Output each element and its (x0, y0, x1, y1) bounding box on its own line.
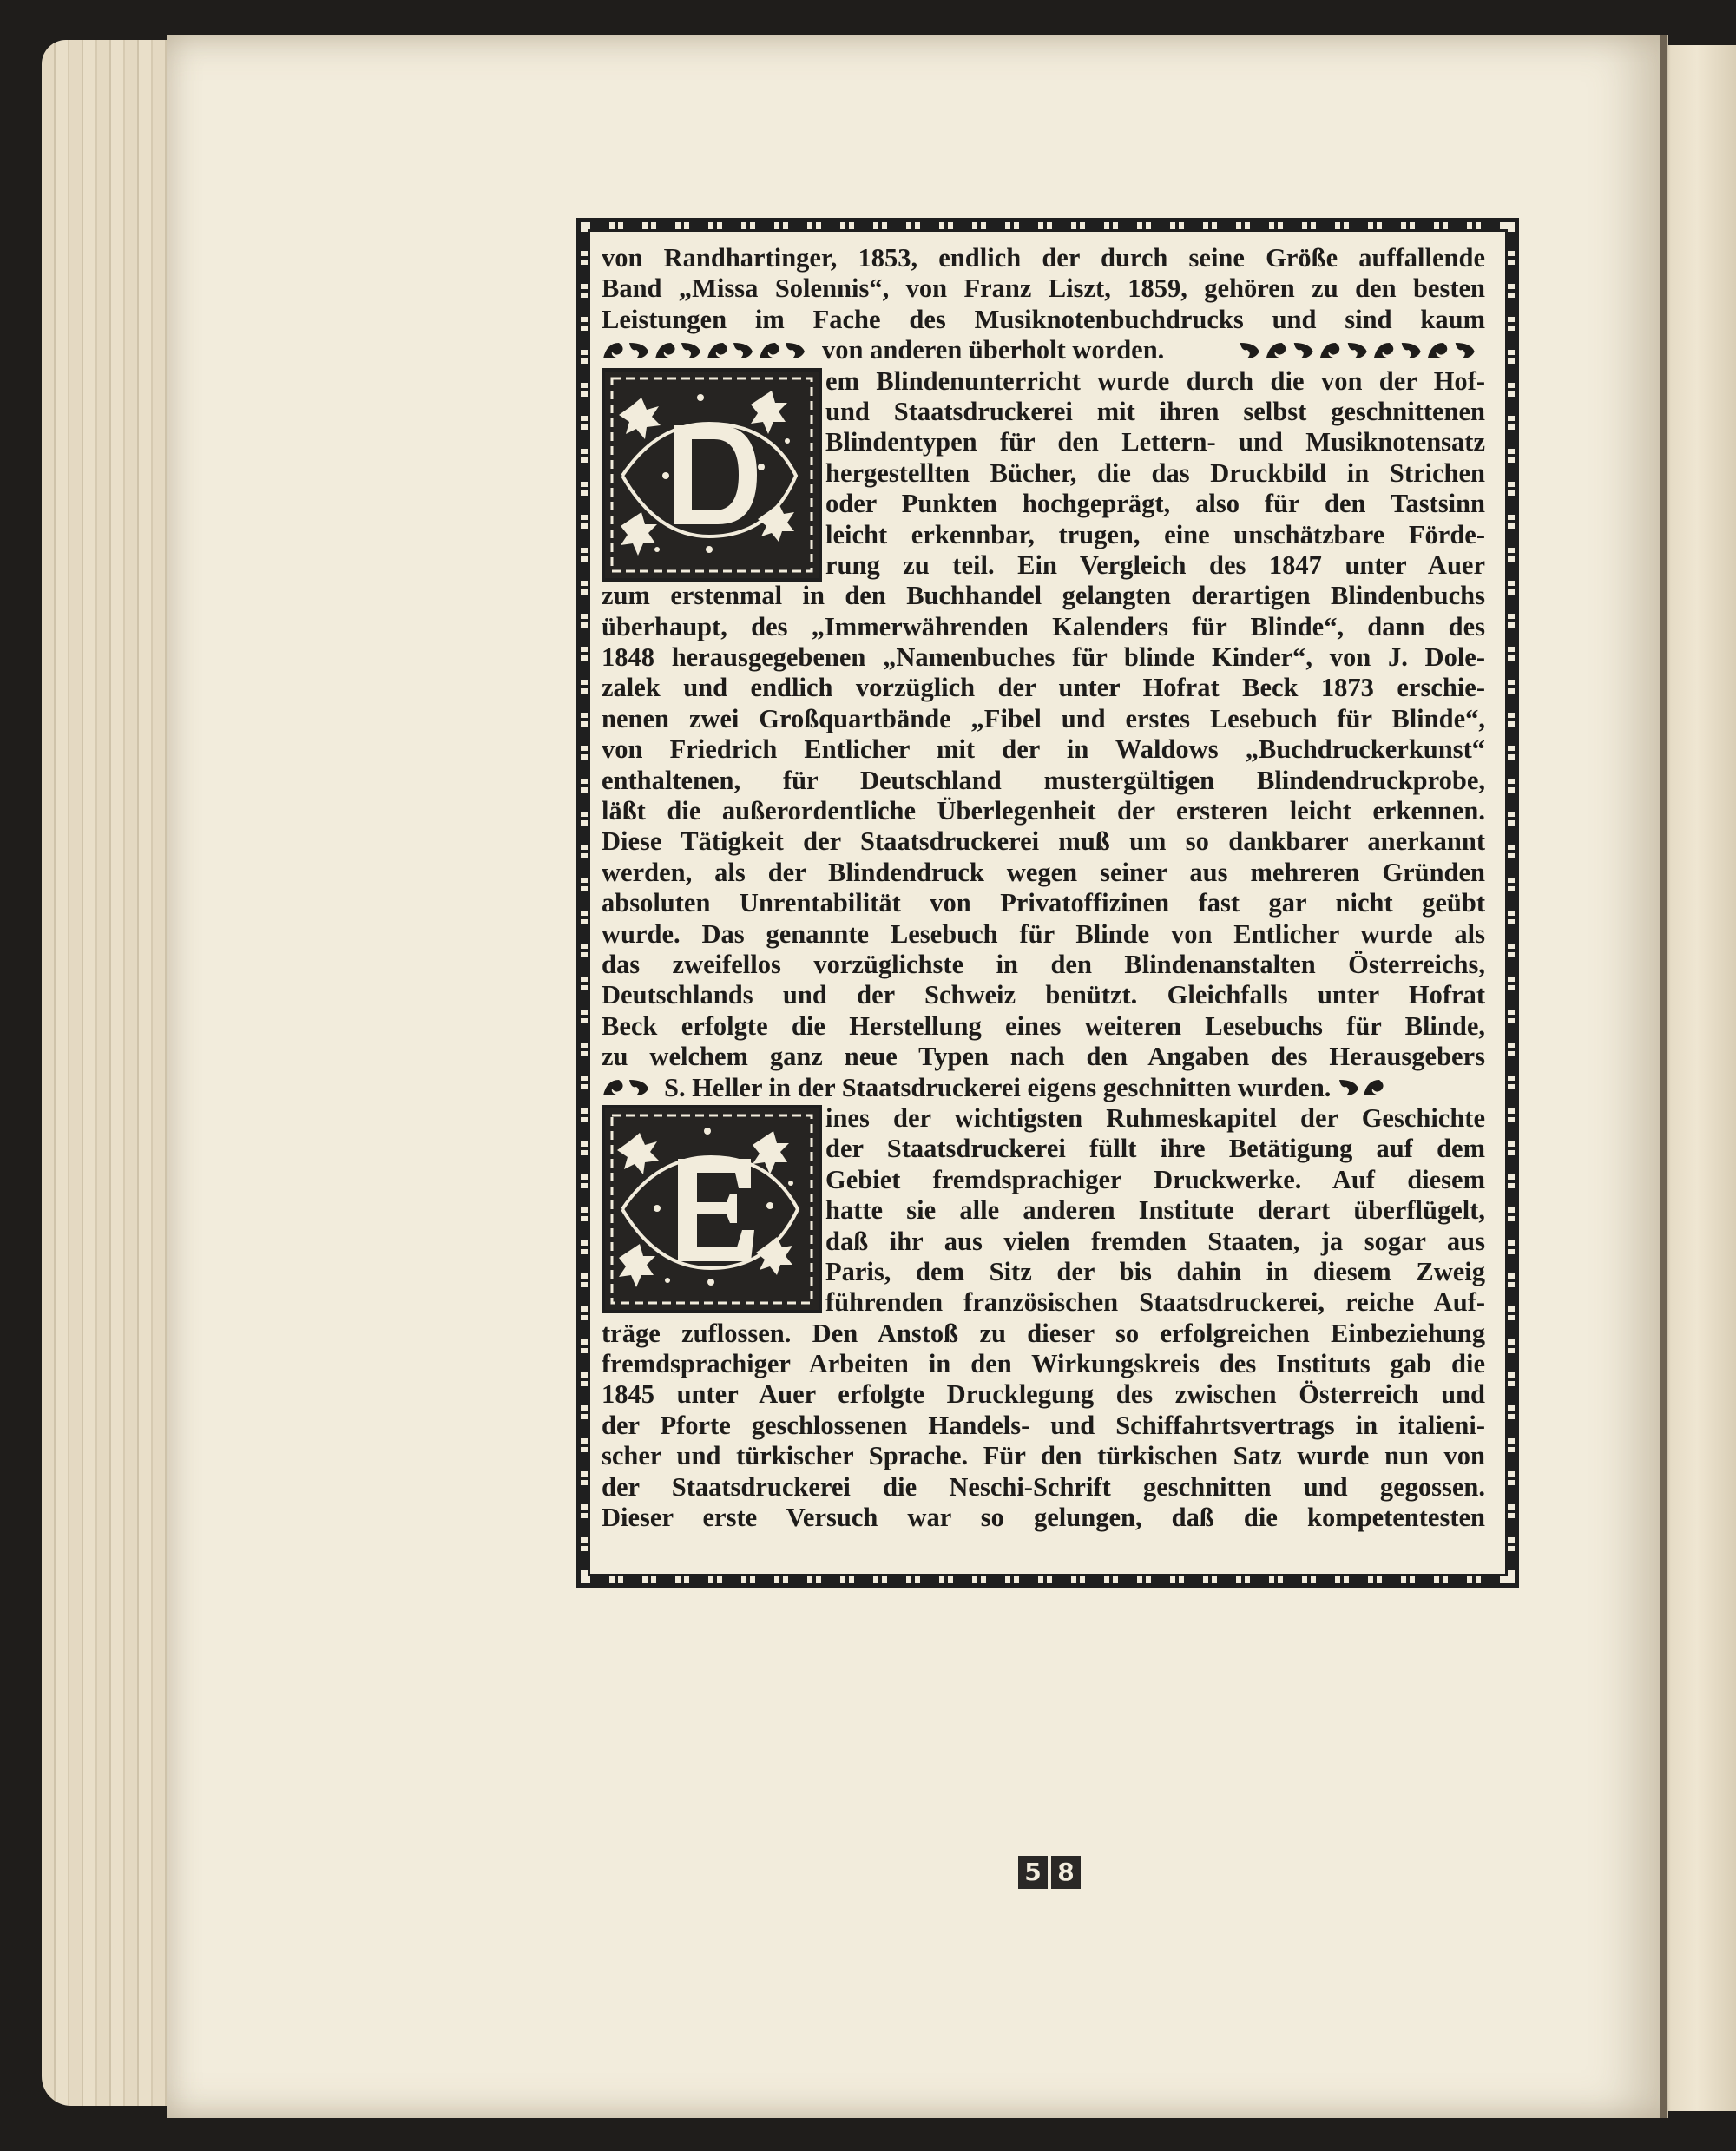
text-line: zu welchem ganz neue Typen nach den Angaben des Herausgebers (602, 1042, 1485, 1072)
text-line: rung zu teil. Ein Vergleich des 1847 unter Auer (825, 549, 1485, 580)
vine-ornament-icon (605, 1108, 819, 1310)
text-line: zum erstenmal in den Buchhandel gelangten derartigen Blindenbuchs (602, 581, 1485, 611)
text-line: zalek und endlich vorzüglich der unter Hofrat Beck 1873 erschie- (602, 673, 1485, 703)
text-line: träge zuflossen. Den Anstoß zu dieser so erfolgreichen Einbeziehung (602, 1318, 1485, 1348)
text-line: daß ihr aus vielen fremden Staaten, ja sogar aus (825, 1226, 1485, 1256)
text-line: führenden französischen Staatsdruckerei, reiche Auf- (825, 1287, 1485, 1318)
text-line: von Friedrich Entlicher mit der in Waldows „Buchdruckerkunst“ (602, 734, 1485, 765)
text-line: werden, als der Blindendruck wegen seiner aus mehreren Gründen (602, 857, 1485, 887)
text-line: Beck erfolgte die Herstellung eines weiteren Lesebuchs für Blinde, (602, 1010, 1485, 1041)
text-line: der Staatsdruckerei füllt ihre Betätigung auf dem (825, 1134, 1485, 1164)
paragraph-with-initial-d (602, 366, 1485, 582)
text-line: läßt die außerordentliche Überlegenheit der ersteren leicht erkennen. (602, 796, 1485, 826)
text-line: hatte sie alle anderen Institute derart überflügelt, (825, 1195, 1485, 1226)
text-line: Paris, dem Sitz der bis dahin in diesem Zweig (825, 1256, 1485, 1286)
book-gutter (1660, 35, 1667, 2118)
text-line: leicht erkennbar, trugen, eine unschätzbare Förde- (825, 519, 1485, 549)
page-number-digit: 5 (1018, 1856, 1048, 1889)
text-line: Diese Tätigkeit der Staatsdruckerei muß um so dankbarer anerkannt (602, 826, 1485, 857)
text-line: Gebiet fremdsprachiger Druckwerke. Auf diesem (825, 1164, 1485, 1194)
text-line: überhaupt, des „Immerwährenden Kalenders für Blinde“, dann des (602, 611, 1485, 641)
leaf-ornament-icon (602, 1076, 654, 1099)
page-edges-right (1662, 45, 1736, 2111)
text-line: hergestellten Bücher, die das Druckbild in Strichen (825, 457, 1485, 488)
text-line: scher und türkischer Sprache. Für den türkischen Satz wurde nun von (602, 1441, 1485, 1471)
page-number (1018, 1856, 1081, 1889)
text-line: Band „Missa Solennis“, von Franz Liszt, 1859, gehören zu den besten (602, 273, 1485, 304)
frame-border-top (590, 222, 1505, 229)
text-line: ines der wichtigsten Ruhmeskapitel der Geschichte (825, 1102, 1485, 1133)
text-line: oder Punkten hochgeprägt, also für den Tastsinn (825, 489, 1485, 519)
decorated-initial-d (602, 368, 822, 582)
vine-ornament-icon (605, 372, 819, 578)
text-line: absoluten Unrentabilität von Privatoffizinen fast gar nicht geübt (602, 888, 1485, 918)
text-line: der Staatsdruckerei die Neschi-Schrift geschnitten und gegossen. (602, 1471, 1485, 1502)
ornament-line (602, 1073, 1485, 1103)
frame-border-right (1508, 232, 1515, 1574)
leaf-ornament-icon (1176, 339, 1485, 362)
frame-border-bottom (590, 1576, 1505, 1583)
leaf-ornament-icon (1338, 1076, 1388, 1099)
text-line: Blindentypen für den Lettern- und Musiknotensatz (825, 427, 1485, 457)
frame-border-left (581, 232, 588, 1574)
text-line: Deutschlands und der Schweiz benützt. Gleichfalls unter Hofrat (602, 980, 1485, 1010)
ornament-line (602, 335, 1485, 365)
body-text (602, 243, 1485, 1533)
text-line: das zweifellos vorzüglichste in den Blindenanstalten Österreichs, (602, 949, 1485, 979)
text-line: Leistungen im Fache des Musiknotenbuchdrucks und sind kaum (602, 304, 1485, 334)
text-line: von anderen überholt worden. (822, 335, 1165, 365)
text-line: der Pforte geschlossenen Handels- und Schiffahrtsvertrags in italieni- (602, 1410, 1485, 1440)
text-line: und Staatsdruckerei mit ihren selbst geschnittenen (825, 396, 1485, 426)
text-line: 1845 unter Auer erfolgte Drucklegung des zwischen Österreich und (602, 1379, 1485, 1410)
text-line: Dieser erste Versuch war so gelungen, daß die kompetentesten (602, 1503, 1485, 1533)
paragraph-with-initial-e (602, 1103, 1485, 1319)
text-line: fremdsprachiger Arbeiten in den Wirkungskreis des Instituts gab die (602, 1349, 1485, 1379)
text-line: 1848 herausgegebenen „Namenbuches für blinde Kinder“, von J. Dole- (602, 642, 1485, 673)
leaf-ornament-icon (602, 339, 810, 362)
text-line: wurde. Das genannte Lesebuch für Blinde von Entlicher wurde als (602, 918, 1485, 949)
page-number-digit: 8 (1051, 1856, 1081, 1889)
text-line: von Randhartinger, 1853, endlich der durch seine Größe auffallende (602, 243, 1485, 273)
text-line: nenen zwei Großquartbände „Fibel und erstes Lesebuch für Blinde“, (602, 703, 1485, 733)
text-line: enthaltenen, für Deutschland mustergültigen Blindendruckprobe, (602, 765, 1485, 795)
text-line: S. Heller in der Staatsdruckerei eigens geschnitten wurden. (664, 1072, 1332, 1102)
text-line: em Blindenunterricht wurde durch die von der Hof- (825, 365, 1485, 396)
ornamental-text-frame (576, 218, 1519, 1588)
decorated-initial-e (602, 1105, 822, 1313)
